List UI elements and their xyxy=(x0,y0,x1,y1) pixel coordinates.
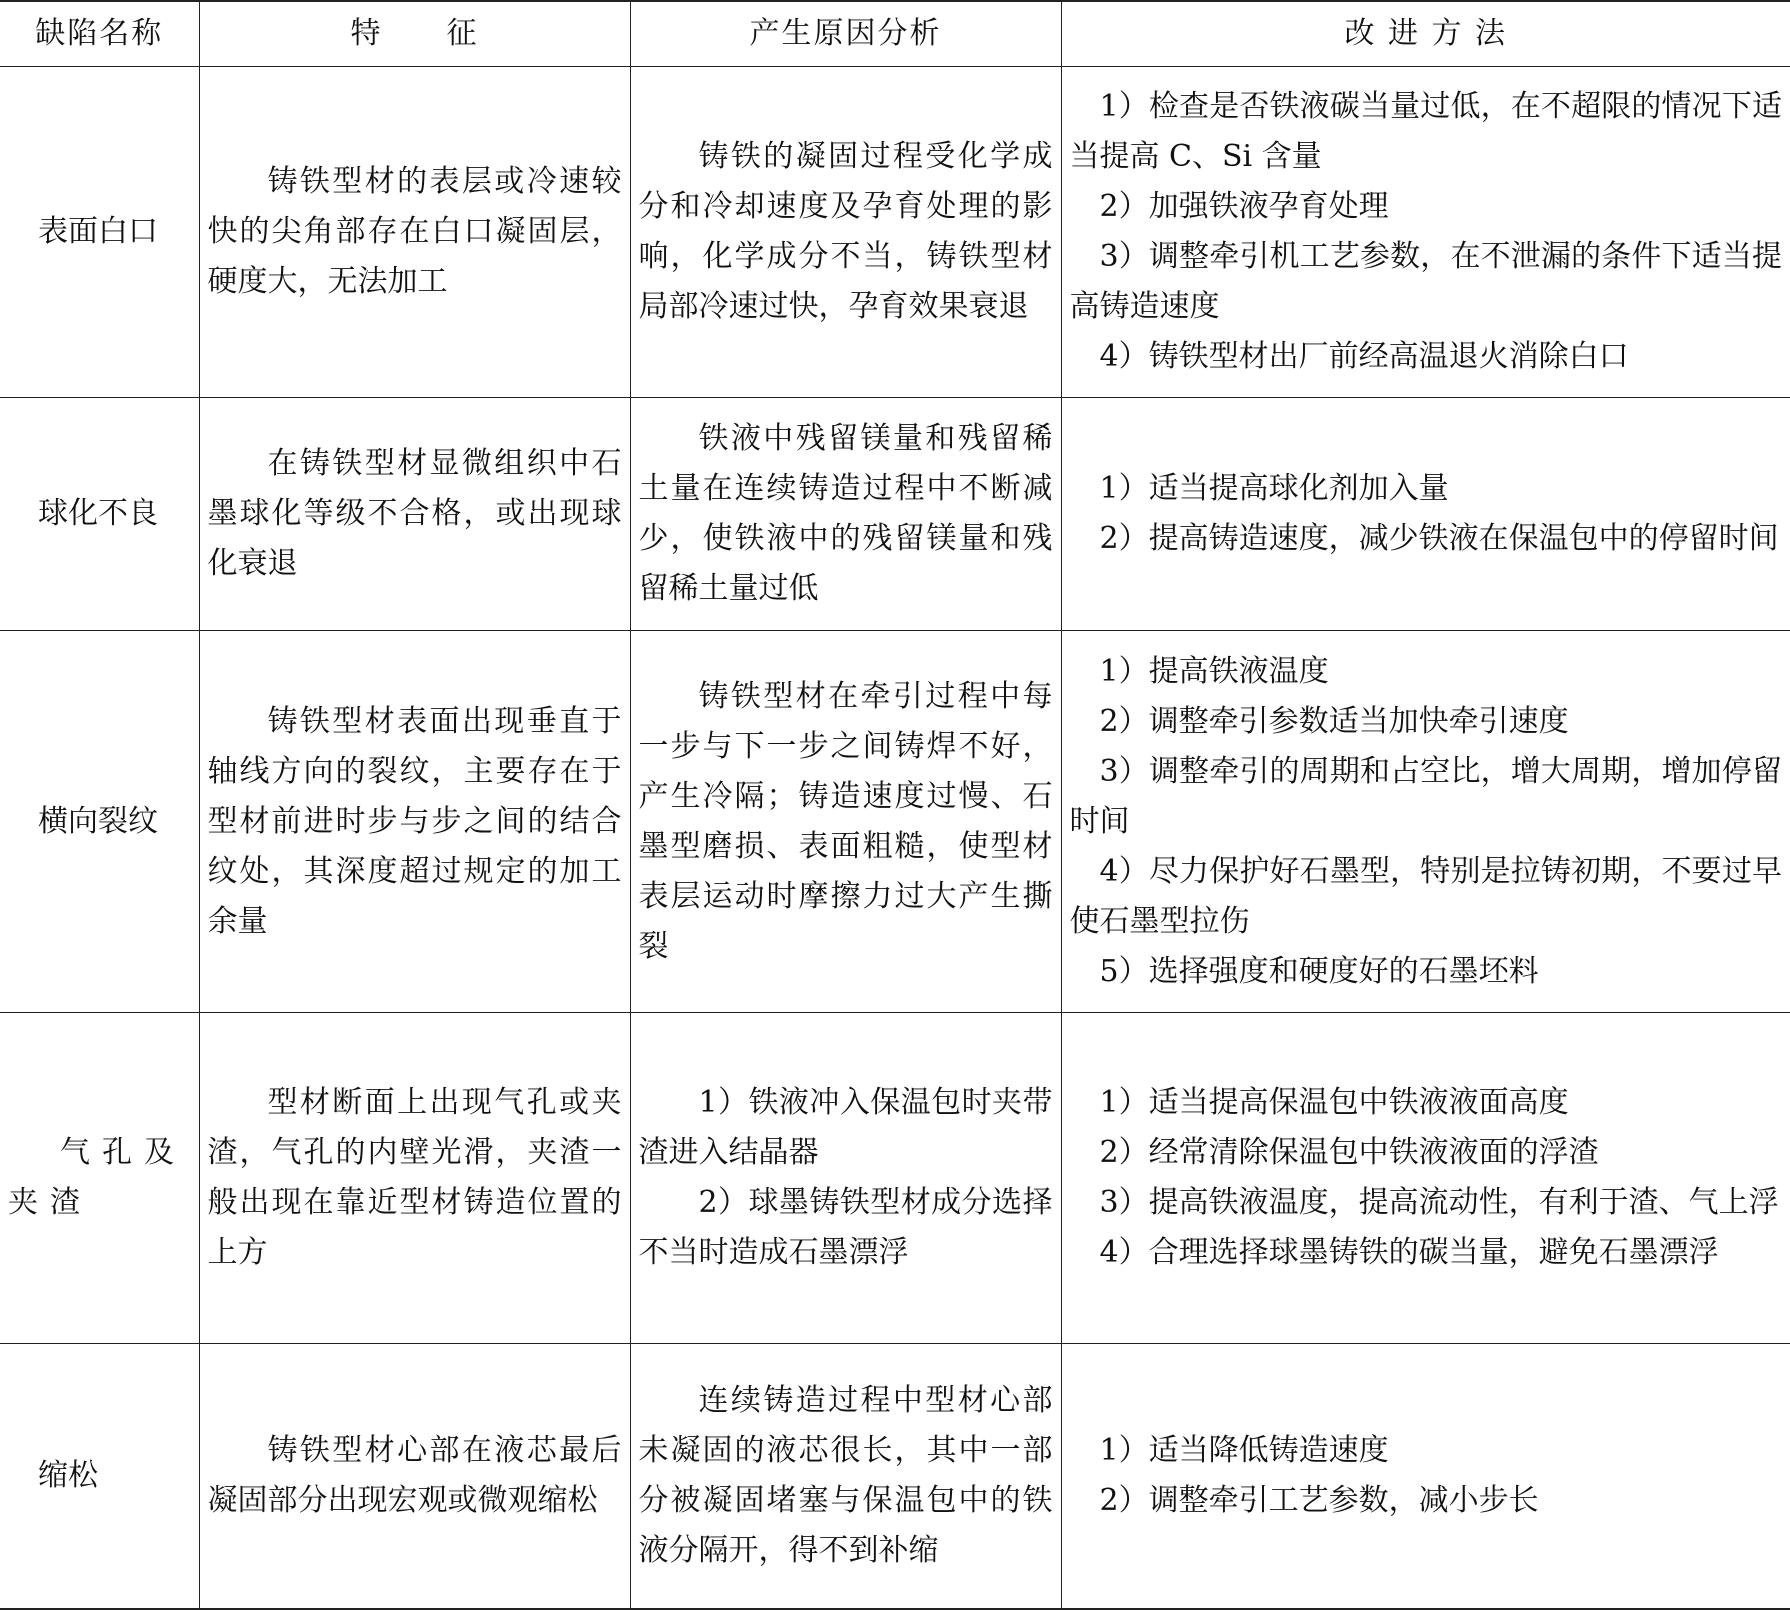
table-row xyxy=(0,1013,1790,1344)
cause-text: 铁液中残留镁量和残留稀土量在连续铸造过程中不断减少，使铁液中的残留镁量和残留稀土量过低 xyxy=(638,421,1053,606)
feature-text: 型材断面上出现气孔或夹渣，气孔的内壁光滑，夹渣一般出现在靠近型材铸造位置的上方 xyxy=(207,1085,622,1270)
feature-cell xyxy=(199,67,630,398)
method-item: 2）提高铸造速度，减少铁液在保温包中的停留时间 xyxy=(1099,521,1779,556)
cause-cell xyxy=(630,398,1061,631)
header-feature: 特 征 xyxy=(199,1,630,67)
table-row xyxy=(0,67,1790,398)
method-item: 3）调整牵引的周期和占空比，增大周期，增加停留时间 xyxy=(1069,753,1782,839)
method-cell xyxy=(1061,631,1790,1013)
cause-text: 2）球墨铸铁型材成分选择不当时造成石墨漂浮 xyxy=(638,1185,1053,1270)
method-item: 2）加强铁液孕育处理 xyxy=(1099,189,1389,224)
table-row xyxy=(0,398,1790,631)
defect-name-cell: 缩松 xyxy=(0,1344,199,1610)
header-row xyxy=(0,1,1790,67)
defect-name-cell: 横向裂纹 xyxy=(0,631,199,1013)
method-item: 2）调整牵引参数适当加快牵引速度 xyxy=(1099,703,1569,739)
feature-text: 在铸铁型材显微组织中石墨球化等级不合格，或出现球化衰退 xyxy=(207,446,622,581)
method-item: 1）适当提高保温包中铁液液面高度 xyxy=(1099,1085,1569,1120)
cause-text: 连续铸造过程中型材心部未凝固的液芯很长，其中一部分被凝固堵塞与保温包中的铁液分隔开，得不到补缩 xyxy=(638,1383,1053,1568)
method-item: 1）检查是否铁液碳当量过低，在不超限的情况下适当提高 C、Si 含量 xyxy=(1069,89,1782,174)
method-item: 4）铸铁型材出厂前经高温退火消除白口 xyxy=(1099,339,1629,374)
method-item: 2）调整牵引工艺参数，减小步长 xyxy=(1099,1483,1539,1518)
feature-cell xyxy=(199,631,630,1013)
feature-text: 铸铁型材心部在液芯最后凝固部分出现宏观或微观缩松 xyxy=(207,1433,622,1518)
header-cause-analysis: 产生原因分析 xyxy=(630,1,1061,67)
table-row xyxy=(0,631,1790,1013)
method-item: 4）尽力保护好石墨型，特别是拉铸初期，不要过早使石墨型拉伤 xyxy=(1069,853,1782,939)
feature-cell xyxy=(199,1344,630,1610)
cause-cell xyxy=(630,1344,1061,1610)
method-cell xyxy=(1061,67,1790,398)
method-item: 1）适当提高球化剂加入量 xyxy=(1099,471,1449,506)
cause-text: 铸铁的凝固过程受化学成分和冷却速度及孕育处理的影响，化学成分不当，铸铁型材局部冷速过快，孕育效果衰退 xyxy=(638,139,1053,324)
cause-cell xyxy=(630,631,1061,1013)
cause-text: 1）铁液冲入保温包时夹带渣进入结晶器 xyxy=(638,1085,1053,1170)
method-cell xyxy=(1061,398,1790,631)
defect-name-cell: 表面白口 xyxy=(0,67,199,398)
method-item: 3）调整牵引机工艺参数，在不泄漏的条件下适当提高铸造速度 xyxy=(1069,239,1782,324)
defect-name-cell: 球化不良 xyxy=(0,398,199,631)
method-cell xyxy=(1061,1344,1790,1610)
method-cell xyxy=(1061,1013,1790,1344)
cause-cell xyxy=(630,67,1061,398)
feature-cell xyxy=(199,1013,630,1344)
feature-text: 铸铁型材的表层或冷速较快的尖角部存在白口凝固层，硬度大，无法加工 xyxy=(207,164,622,299)
defect-name-cell: 气孔及夹渣 xyxy=(0,1013,199,1344)
method-item: 4）合理选择球墨铸铁的碳当量，避免石墨漂浮 xyxy=(1099,1235,1719,1270)
method-item: 1）适当降低铸造速度 xyxy=(1099,1433,1389,1468)
method-item: 5）选择强度和硬度好的石墨坯料 xyxy=(1099,953,1539,989)
feature-cell xyxy=(199,398,630,631)
cause-cell xyxy=(630,1013,1061,1344)
table-row xyxy=(0,1344,1790,1610)
method-item: 1）提高铁液温度 xyxy=(1099,653,1329,689)
header-defect-name: 缺陷名称 xyxy=(0,1,199,67)
header-improvement-method: 改 进 方 法 xyxy=(1061,1,1790,67)
feature-text: 铸铁型材表面出现垂直于轴线方向的裂纹，主要存在于型材前进时步与步之间的结合纹处，其深度超过规定的加工余量 xyxy=(207,703,622,939)
method-item: 2）经常清除保温包中铁液液面的浮渣 xyxy=(1099,1135,1599,1170)
method-item: 3）提高铁液温度，提高流动性，有利于渣、气上浮 xyxy=(1099,1185,1779,1220)
cause-text: 铸铁型材在牵引过程中每一步与下一步之间铸焊不好，产生冷隔；铸造速度过慢、石墨型磨损、表面粗糙，使型材表层运动时摩擦力过大产生撕裂 xyxy=(638,678,1053,964)
